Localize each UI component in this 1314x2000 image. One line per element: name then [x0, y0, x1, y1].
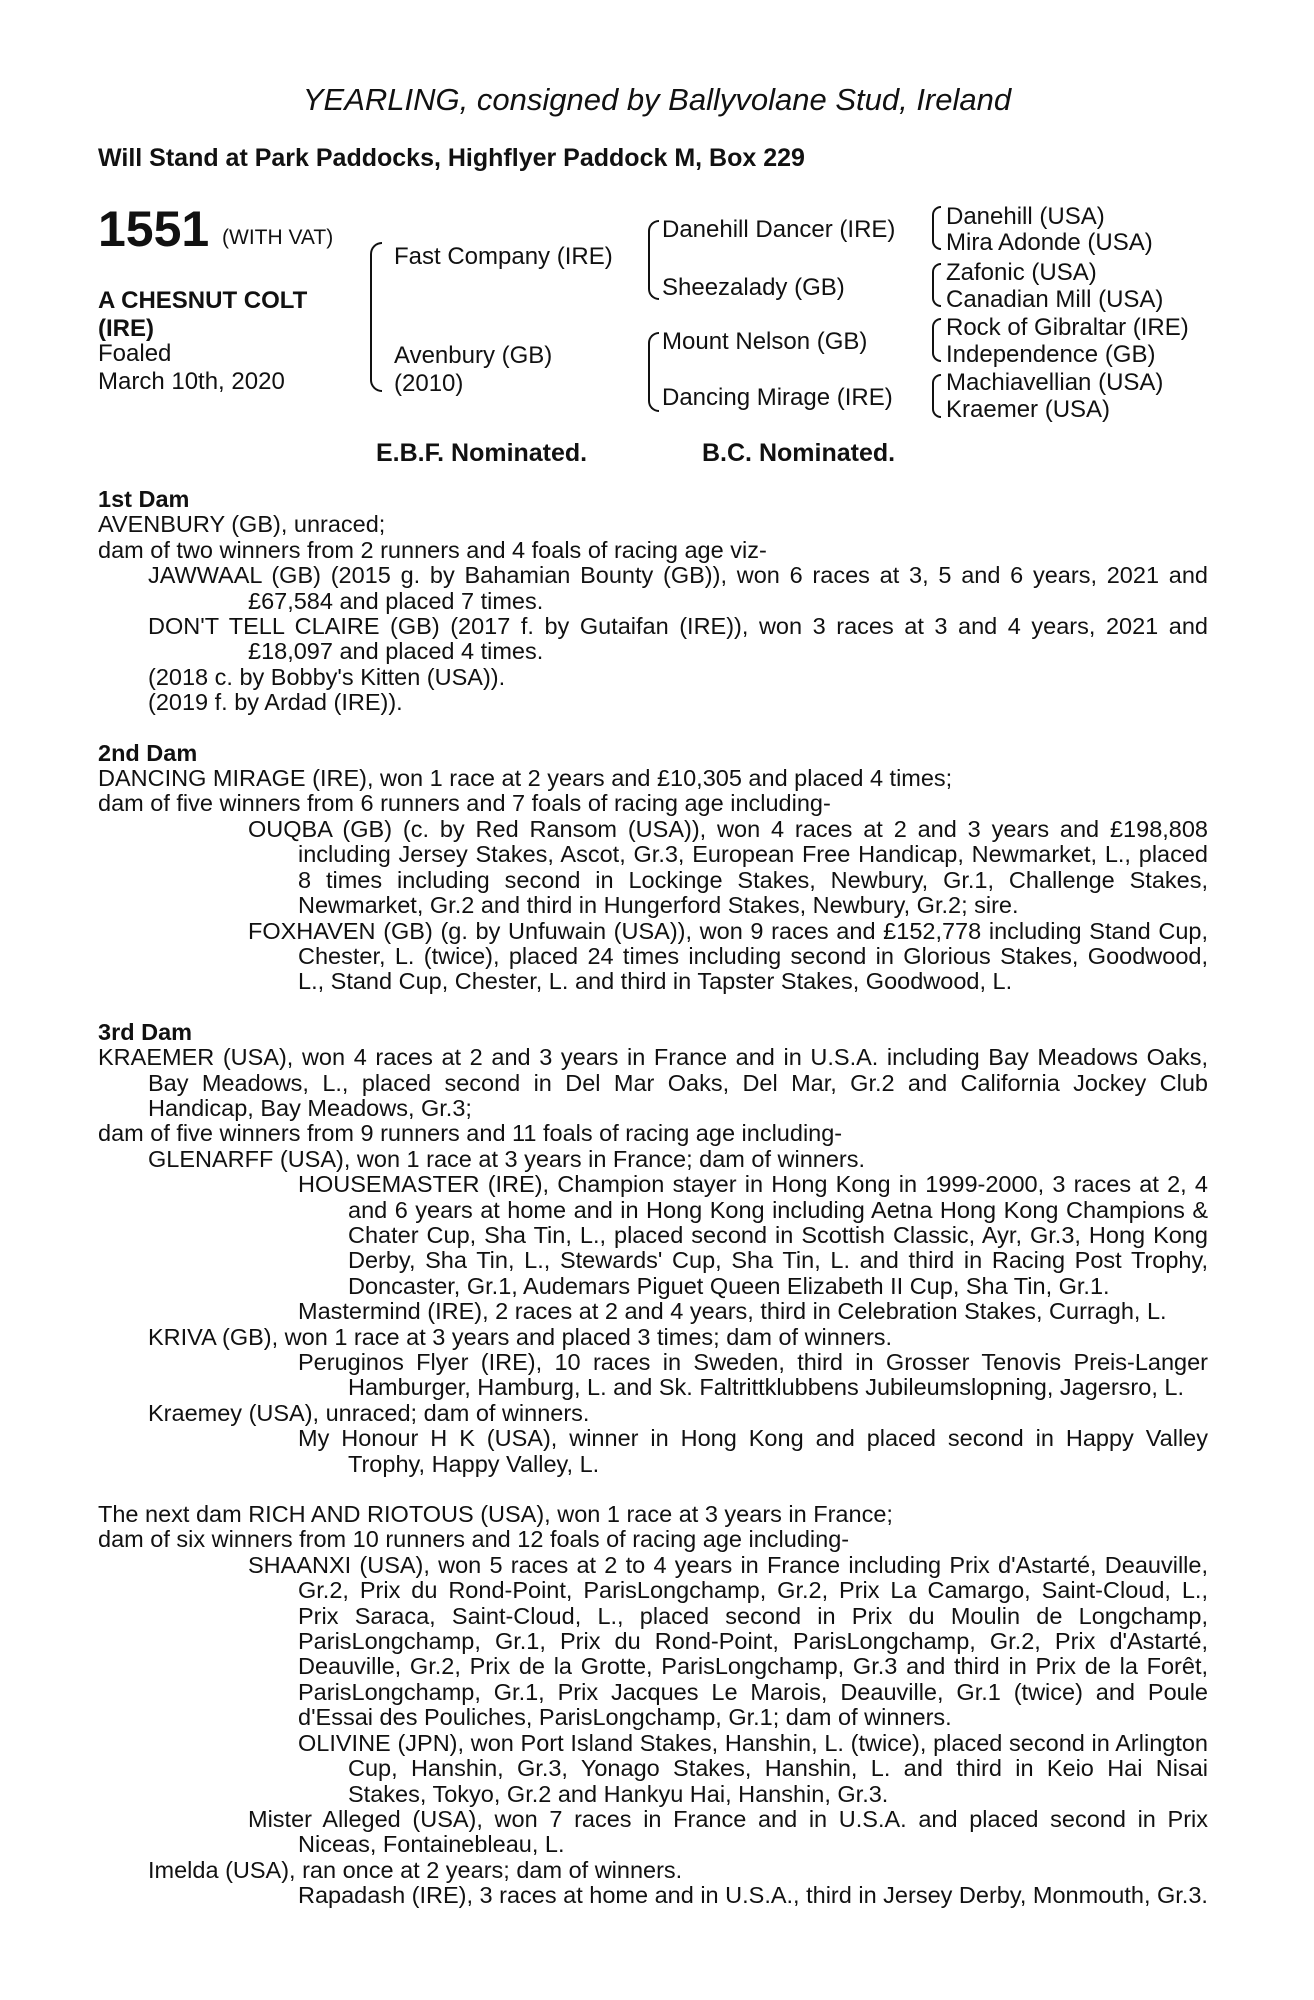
produce-entry: SHAANXI (USA), won 5 races at 2 to 4 years in France including Prix d'Astarté, Deauville, Gr.2, Prix du Rond-Point, ParisLongchamp, Gr.2, Prix La Camargo, Saint-Cloud, L., Prix Saraca, Saint-Cloud, L., placed second in Prix du Moulin de Longchamp, ParisLongchamp, Gr.1, Prix du Rond-Point, ParisLongchamp, Gr.2, Prix d'Astarté, Deauville, Gr.2, Prix de la Grotte, ParisLongchamp, Gr.3 and third in Prix de la Forêt, ParisLongchamp, Gr.1, Prix Jacques Le Marois, Deauville, Gr.1 (twice) and Poule d'Essai des Pouliches, ParisLongchamp, Gr.1; dam of winners.	[248, 1551, 1208, 1731]
pedigree-brace-ds	[932, 318, 941, 362]
pedigree-ssd: Mira Adonde (USA)	[946, 229, 1153, 256]
second-dam-record: dam of five winners from 6 runners and 7 foals of racing age including-	[98, 790, 831, 817]
produce-entry: Mastermind (IRE), 2 races at 2 and 4 years, third in Celebration Stakes, Curragh, L.	[298, 1298, 1167, 1325]
produce-entry: KRIVA (GB), won 1 race at 3 years and placed 3 times; dam of winners.	[148, 1323, 893, 1350]
pedigree-notes	[98, 487, 1208, 1909]
bc-nomination: B.C. Nominated.	[702, 439, 896, 467]
produce-entry: OUQBA (GB) (c. by Red Ransom (USA)), won 4 races at 2 and 3 years and £198,808 including Jersey Stakes, Ascot, Gr.3, European Free Handicap, Newmarket, L., placed 8 times including second in Lockinge Stakes, Newbury, Gr.1, Challenge Stakes, Newmarket, Gr.2 and third in Hungerford Stakes, Newbury, Gr.2; sire.	[248, 815, 1208, 919]
pedigree-dsd: Independence (GB)	[946, 341, 1156, 368]
first-dam-heading: 1st Dam	[98, 486, 190, 512]
produce-entry: (2019 f. by Ardad (IRE)).	[148, 689, 403, 716]
pedigree-dss: Rock of Gibraltar (IRE)	[946, 314, 1189, 341]
pedigree-brace-gen1	[370, 242, 382, 392]
produce-entry: GLENARFF (USA), won 1 race at 3 years in France; dam of winners.	[148, 1145, 866, 1172]
pedigree-sire: Fast Company (IRE)	[394, 243, 613, 270]
pedigree-dam-dam: Dancing Mirage (IRE)	[662, 384, 893, 411]
pedigree-dds: Machiavellian (USA)	[946, 369, 1164, 396]
pedigree-brace-ss	[932, 206, 941, 250]
produce-entry: OLIVINE (JPN), won Port Island Stakes, Hanshin, L. (twice), placed second in Arlington Cup, Hanshin, Gr.3, Yonago Stakes, Hanshin, L. and third in Keio Hai Nisai Stakes, Tokyo, Gr.2 and Hankyu Hai, Hanshin, Gr.3.	[298, 1729, 1208, 1807]
produce-entry: Peruginos Flyer (IRE), 10 races in Sweden, third in Grosser Tenovis Preis-Langer Hamburger, Hamburg, L. and Sk. Faltrittklubbens Jubileumslopning, Jagersro, L.	[298, 1349, 1208, 1401]
third-dam-heading: 3rd Dam	[98, 1018, 193, 1045]
produce-entry: HOUSEMASTER (IRE), Champion stayer in Hong Kong in 1999-2000, 3 races at 2, 4 and 6 years at home and in Hong Kong including Aetna Hong Kong Champions & Chater Cup, Sha Tin, L., placed second in Scottish Classic, Ayr, Gr.3, Hong Kong Derby, Sha Tin, L., Stewards' Cup, Sha Tin, L. and third in Racing Post Trophy, Doncaster, Gr.1, Audemars Piguet Queen Elizabeth II Cup, Sha Tin, Gr.1.	[298, 1171, 1208, 1299]
third-dam-name: KRAEMER (USA), won 4 races at 2 and 3 years in France and in U.S.A. including Bay Meadows Oaks, Bay Meadows, L., placed second in Del Mar Oaks, Del Mar, Gr.2 and California Jockey Club Handicap, Bay Meadows, Gr.3;	[98, 1044, 1208, 1121]
second-dam-heading: 2nd Dam	[98, 739, 198, 766]
foaling-date	[98, 340, 285, 396]
pedigree-sds: Zafonic (USA)	[946, 259, 1097, 286]
lot-number: 1551	[98, 201, 210, 257]
pedigree-brace-sd	[932, 263, 941, 307]
produce-entry: Rapadash (IRE), 3 races at home and in U.S.A., third in Jersey Derby, Monmouth, Gr.3.	[298, 1882, 1208, 1909]
pedigree-dam-sire: Mount Nelson (GB)	[662, 328, 868, 355]
pedigree-dam: Avenbury (GB)	[394, 342, 553, 369]
horse-description-line1: A CHESNUT COLT	[98, 287, 308, 314]
ebf-nomination: E.B.F. Nominated.	[376, 439, 588, 467]
horse-description-line2: (IRE)	[98, 315, 154, 342]
pedigree-brace-dd	[932, 374, 941, 418]
fourth-dam-name: The next dam RICH AND RIOTOUS (USA), won 1 race at 3 years in France;	[98, 1501, 893, 1528]
produce-entry: (2018 c. by Bobby's Kitten (USA)).	[148, 663, 506, 690]
produce-entry: My Honour H K (USA), winner in Hong Kong and placed second in Happy Valley Trophy, Happy Valley, L.	[298, 1425, 1208, 1477]
second-dam-name: DANCING MIRAGE (IRE), won 1 race at 2 years and £10,305 and placed 4 times;	[98, 765, 953, 792]
fourth-dam-record: dam of six winners from 10 runners and 12 foals of racing age including-	[98, 1526, 850, 1553]
produce-entry: DON'T TELL CLAIRE (GB) (2017 f. by Gutaifan (IRE)), won 3 races at 3 and 4 years, 2021 and £18,097 and placed 4 times.	[148, 613, 1208, 665]
pedigree-brace-dam-line	[648, 332, 659, 412]
pedigree-sire-dam: Sheezalady (GB)	[662, 274, 845, 301]
first-dam-name: AVENBURY (GB), unraced;	[98, 511, 386, 538]
catalogue-heading: YEARLING, consigned by Ballyvolane Stud, Ireland	[302, 82, 1012, 117]
pedigree-sss: Danehill (USA)	[946, 203, 1105, 230]
produce-entry: Mister Alleged (USA), won 7 races in France and in U.S.A. and placed second in Prix Niceas, Fontainebleau, L.	[248, 1805, 1208, 1858]
first-dam-record: dam of two winners from 2 runners and 4 foals of racing age viz-	[98, 536, 767, 563]
foaled-date: March 10th, 2020	[98, 368, 285, 395]
produce-entry: Kraemey (USA), unraced; dam of winners.	[148, 1399, 590, 1426]
pedigree-sdd: Canadian Mill (USA)	[946, 286, 1164, 313]
pedigree-dam-year: (2010)	[394, 370, 464, 397]
pedigree-sire-sire: Danehill Dancer (IRE)	[662, 216, 896, 243]
produce-entry: FOXHAVEN (GB) (g. by Unfuwain (USA)), won 9 races and £152,778 including Stand Cup, Chester, L. (twice), placed 24 times including second in Glorious Stakes, Goodwood, L., Stand Cup, Chester, L. and third in Tapster Stakes, Goodwood, L.	[248, 917, 1208, 995]
pedigree-brace-sire-line	[648, 220, 659, 300]
produce-entry: Imelda (USA), ran once at 2 years; dam of winners.	[148, 1856, 683, 1883]
produce-entry: JAWWAAL (GB) (2015 g. by Bahamian Bounty (GB)), won 6 races at 3, 5 and 6 years, 2021 and £67,584 and placed 7 times.	[148, 562, 1208, 614]
horse-description	[98, 287, 307, 343]
pedigree-ddd: Kraemer (USA)	[946, 396, 1111, 423]
vat-note: (WITH VAT)	[222, 226, 334, 249]
stand-location: Will Stand at Park Paddocks, Highflyer Paddock M, Box 229	[98, 144, 805, 172]
third-dam-record: dam of five winners from 9 runners and 11 foals of racing age including-	[98, 1120, 843, 1147]
foaled-label: Foaled	[98, 340, 172, 367]
